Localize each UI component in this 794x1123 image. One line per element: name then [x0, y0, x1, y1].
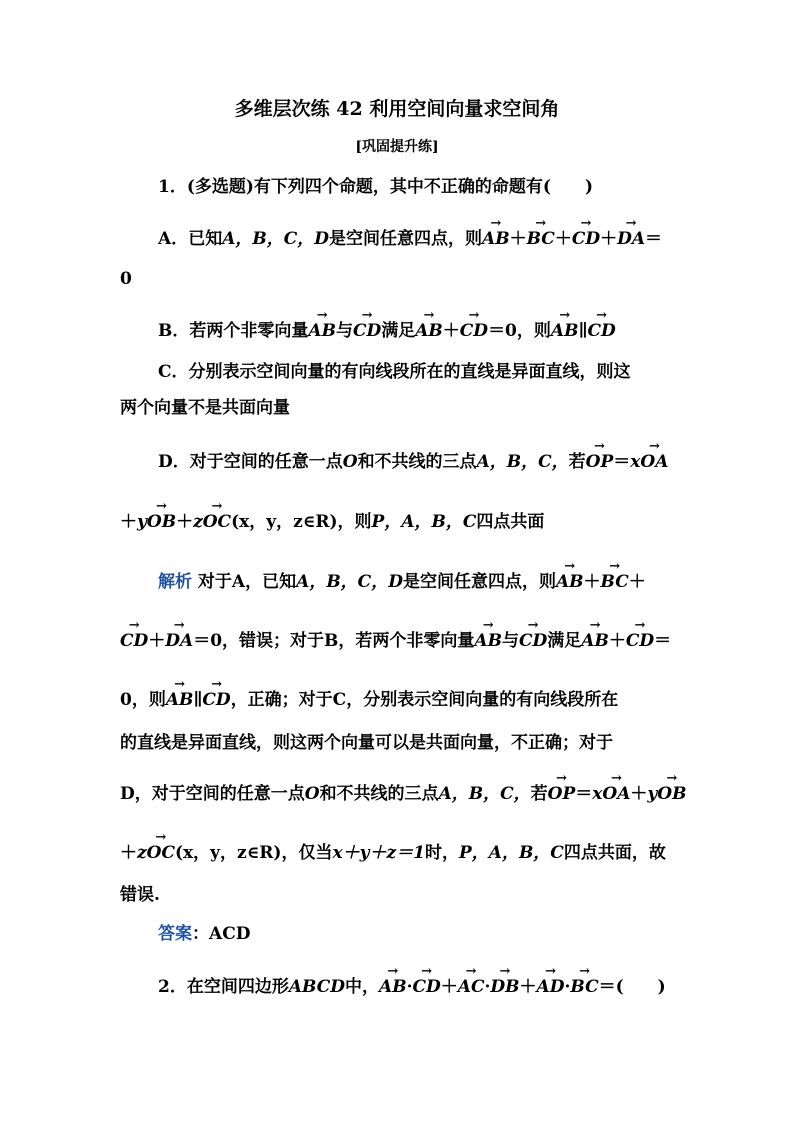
coef-x: x [592, 784, 603, 804]
answer-line [158, 923, 250, 945]
vector-ab: → AB [482, 222, 510, 250]
option-b-text: B．若两个非零向量 [158, 321, 309, 341]
solution-line-6 [120, 836, 666, 864]
vector-db: → DB [490, 970, 519, 998]
vector-op: → OP [586, 445, 614, 473]
solution-label: 解析 [158, 572, 192, 592]
vector-cd: → CD [626, 624, 654, 652]
option-b-text-3: ＝0，则 [488, 321, 551, 341]
solution-text-10: 四点共面，故 [563, 843, 666, 863]
solution-line-4: 的直线是异面直线，则这两个向量可以是共面向量，不正确；对于 [120, 733, 613, 753]
solution-line-3 [120, 683, 618, 711]
vector-oc: → OC [203, 505, 231, 533]
equals-sign: ＝ [654, 631, 672, 651]
vector-ab: → AB [551, 314, 579, 342]
option-a-text-2: 是空间任意四点，则 [329, 229, 483, 249]
option-c-line-1: C．分别表示空间向量的有向线段所在的直线是异面直线，则这 [158, 362, 631, 382]
vector-cd: → CD [460, 314, 488, 342]
solution-and: 与 [501, 631, 519, 651]
option-d-text: D．对于空间的任意一点 [158, 452, 343, 472]
vector-ab: → AB [581, 624, 609, 652]
vector-bc: → BC [527, 222, 555, 250]
option-a-line [158, 222, 662, 250]
plus-sign: ＋ [442, 321, 460, 341]
vector-ad: → AD [537, 970, 565, 998]
option-d-text-3: (x，y，z∈R)，则 [231, 512, 372, 532]
option-a-text: A．已知 [158, 229, 223, 249]
vector-oa: → OA [640, 445, 668, 473]
plus-sign: ＋ [120, 843, 137, 863]
question-2-line [158, 970, 666, 998]
solution-points-2: A，B，C， [438, 784, 531, 804]
section-subtitle: [巩固提升练] [355, 139, 439, 155]
solution-text-7: 和不共线的三点 [319, 784, 439, 804]
dot-sign: · [406, 977, 413, 997]
solution-line-1 [158, 565, 646, 593]
plus-sign: ＋ [583, 572, 601, 592]
option-b-text-2: 满足 [381, 321, 416, 341]
option-a-zero: 0 [120, 269, 132, 289]
vector-ab: → AB [308, 314, 336, 342]
solution-line-7: 错误. [120, 885, 160, 905]
vector-cd: → CD [202, 683, 230, 711]
plus-sign: ＋ [440, 977, 458, 997]
plus-sign: ＋ [608, 631, 626, 651]
point-o: O [342, 452, 358, 472]
solution-text-5: ，正确；对于C，分别表示空间向量的有向线段所在 [230, 690, 619, 710]
parallel-sign: ∥ [193, 690, 203, 710]
option-a-points: A，B，C，D [222, 229, 330, 249]
vector-da: → DA [617, 222, 645, 250]
equals-sign: ＝ [575, 784, 593, 804]
option-d-end: 四点共面 [476, 512, 545, 532]
plus-sign: ＋ [554, 229, 572, 249]
answer-label: 答案 [158, 924, 192, 944]
option-b-line [158, 314, 616, 342]
vector-cd: → CD [353, 314, 381, 342]
parallel-sign: ∥ [578, 321, 588, 341]
option-d-line-1 [158, 445, 668, 473]
vector-bc: → BC [601, 565, 629, 593]
question-1-stem: 1．(多选题)有下列四个命题，其中不正确的命题有( ) [158, 177, 594, 197]
option-d-points-2: P，A，B，C [371, 512, 477, 532]
quadrilateral-name: ABCD [288, 977, 345, 997]
vector-ab: → AB [166, 683, 194, 711]
solution-points-3: P，A，B，C [458, 843, 564, 863]
vector-ab: → AB [556, 565, 584, 593]
plus-sign: ＋ [148, 631, 166, 651]
coef-x: x [630, 452, 641, 472]
vector-cd: → CD [519, 624, 547, 652]
vector-ob: → OB [657, 777, 686, 805]
coef-z: z [137, 843, 147, 863]
coef-y: y [647, 784, 658, 804]
vector-cd: → CD [412, 970, 440, 998]
vector-cd: → CD [572, 222, 600, 250]
plus-sign: ＋ [509, 229, 527, 249]
option-d-text-2: 和不共线的三点 [357, 452, 477, 472]
question-2-text-2: 中， [345, 977, 379, 997]
option-d-line-2 [120, 505, 544, 533]
vector-cd: → CD [120, 624, 148, 652]
vector-op: → OP [548, 777, 576, 805]
coef-y: y [137, 512, 147, 532]
option-d-if: 若 [568, 452, 586, 472]
option-c-line-2: 两个向量不是共面向量 [120, 398, 290, 418]
vector-ab: → AB [474, 624, 502, 652]
equals-sign: ＝ [645, 229, 663, 249]
plus-sign: ＋ [600, 229, 618, 249]
vector-ab: → AB [415, 314, 443, 342]
page-title: 多维层次练 42 利用空间向量求空间角 [234, 98, 560, 120]
solution-text-3: ＝0，错误；对于B，若两个非零向量 [193, 631, 475, 651]
solution-condition: x＋y＋z＝1 [332, 843, 425, 863]
vector-ac: → AC [458, 970, 485, 998]
solution-line-2 [120, 624, 671, 652]
solution-text: 对于A，已知 [197, 572, 297, 592]
vector-bc: → BC [570, 970, 598, 998]
solution-text-9: 时， [424, 843, 459, 863]
question-2-end: ＝( ) [598, 977, 666, 997]
question-2-text: 2．在空间四边形 [158, 977, 289, 997]
vector-ob: → OB [147, 505, 176, 533]
solution-points: A，B，C，D [296, 572, 403, 592]
dot-sign: · [484, 977, 491, 997]
coef-z: z [193, 512, 203, 532]
solution-text-2: 是空间任意四点，则 [402, 572, 556, 592]
vector-da: → DA [165, 624, 193, 652]
plus-sign: ＋ [176, 512, 194, 532]
answer-value: ：ACD [192, 924, 251, 944]
option-d-points: A，B，C， [476, 452, 569, 472]
solution-if: 若 [530, 784, 548, 804]
equals-sign: ＝ [613, 452, 631, 472]
solution-text-6: D，对于空间的任意一点 [120, 784, 305, 804]
dot-sign: · [564, 977, 571, 997]
option-b-and: 与 [335, 321, 353, 341]
plus-sign: ＋ [519, 977, 537, 997]
solution-text-8: (x，y，z∈R)，仅当 [175, 843, 333, 863]
plus-sign: ＋ [628, 572, 646, 592]
solution-line-5 [120, 777, 686, 805]
plus-sign: ＋ [120, 512, 137, 532]
point-o: O [304, 784, 320, 804]
vector-ab: → AB [379, 970, 407, 998]
vector-oc: → OC [147, 836, 175, 864]
vector-cd: → CD [587, 314, 615, 342]
plus-sign: ＋ [630, 784, 648, 804]
solution-satisfy: 满足 [547, 631, 582, 651]
solution-text-4: 0，则 [120, 690, 166, 710]
vector-oa: → OA [602, 777, 630, 805]
